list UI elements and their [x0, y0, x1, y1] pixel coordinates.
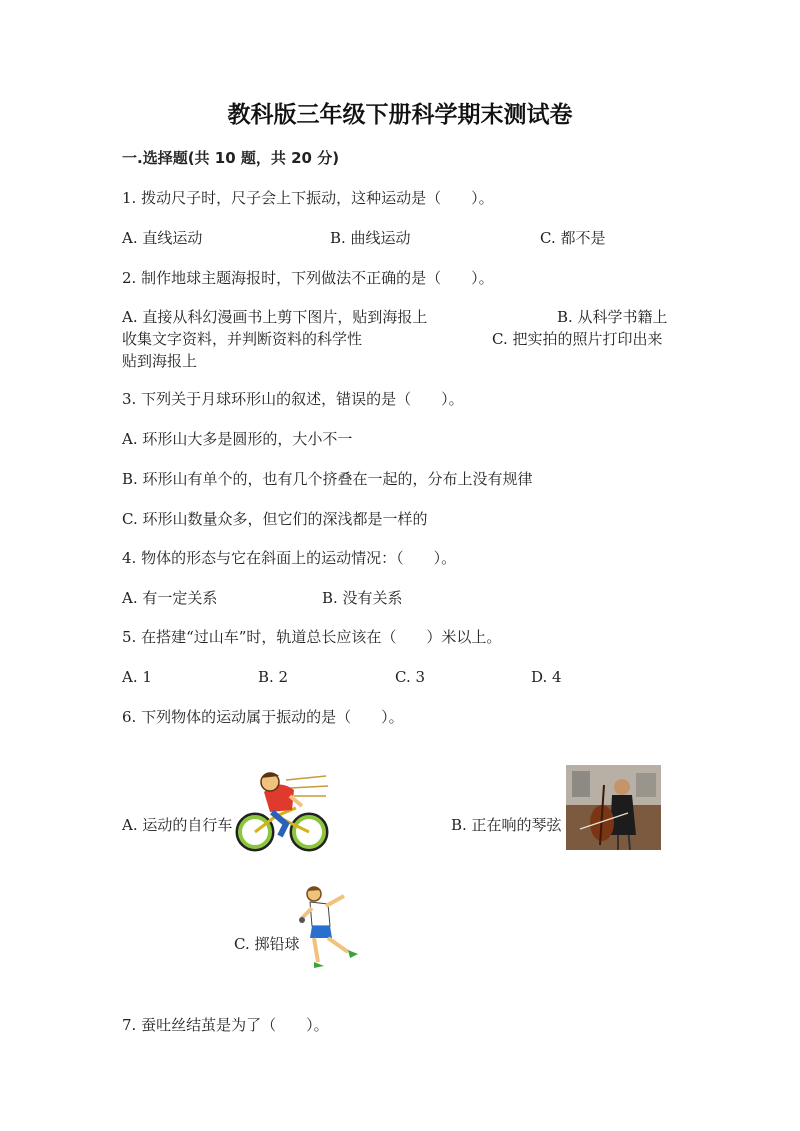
q5-option-c[interactable]: C. 3 — [395, 668, 426, 686]
question-4-stem: 4. 物体的形态与它在斜面上的运动情况：（ ）。 — [122, 549, 457, 567]
q4-option-a[interactable]: A. 有一定关系 — [122, 589, 218, 607]
q2-option-c-cont: 贴到海报上 — [122, 352, 198, 370]
q6-option-a[interactable]: A. 运动的自行车 — [122, 816, 233, 834]
section-heading: 一.选择题(共 10 题，共 20 分) — [122, 149, 340, 167]
question-7-stem: 7. 蚕吐丝结茧是为了（ ）。 — [122, 1016, 329, 1034]
question-6-stem: 6. 下列物体的运动属于振动的是（ ）。 — [122, 708, 404, 726]
q6-option-c[interactable]: C. 掷铅球 — [234, 935, 300, 953]
q4-option-b[interactable]: B. 没有关系 — [322, 589, 403, 607]
q1-option-c[interactable]: C. 都不是 — [540, 229, 606, 247]
question-5-stem: 5. 在搭建“过山车”时，轨道总长应该在（ ）米以上。 — [122, 628, 502, 646]
q3-option-b[interactable]: B. 环形山有单个的，也有几个挤叠在一起的，分布上没有规律 — [122, 470, 533, 488]
q1-option-b[interactable]: B. 曲线运动 — [330, 229, 411, 247]
q3-option-c[interactable]: C. 环形山数量众多，但它们的深浅都是一样的 — [122, 510, 428, 528]
q5-option-a[interactable]: A. 1 — [122, 668, 152, 686]
question-2-stem: 2. 制作地球主题海报时，下列做法不正确的是（ ）。 — [122, 269, 494, 287]
q2-option-a[interactable]: A. 直接从科幻漫画书上剪下图片，贴到海报上 — [122, 308, 428, 326]
q1-option-a[interactable]: A. 直线运动 — [122, 229, 203, 247]
q6-option-b[interactable]: B. 正在响的琴弦 — [451, 816, 562, 834]
q5-option-d[interactable]: D. 4 — [531, 668, 562, 686]
q3-option-a[interactable]: A. 环形山大多是圆形的，大小不一 — [122, 430, 353, 448]
q2-option-b[interactable]: B. 从科学书籍上 — [557, 308, 668, 326]
cellist-photo — [566, 765, 661, 850]
shot-put-thrower-image — [296, 882, 366, 974]
question-3-stem: 3. 下列关于月球环形山的叙述，错误的是（ ）。 — [122, 390, 464, 408]
bicycle-rider-image — [234, 766, 330, 854]
q2-option-b-cont: 收集文字资料，并判断资料的科学性 — [122, 330, 363, 348]
page-title: 教科版三年级下册科学期末测试卷 — [227, 102, 573, 128]
question-1-stem: 1. 拨动尺子时，尺子会上下振动，这种运动是（ ）。 — [122, 189, 494, 207]
q5-option-b[interactable]: B. 2 — [258, 668, 289, 686]
q2-option-c[interactable]: C. 把实拍的照片打印出来 — [492, 330, 663, 348]
